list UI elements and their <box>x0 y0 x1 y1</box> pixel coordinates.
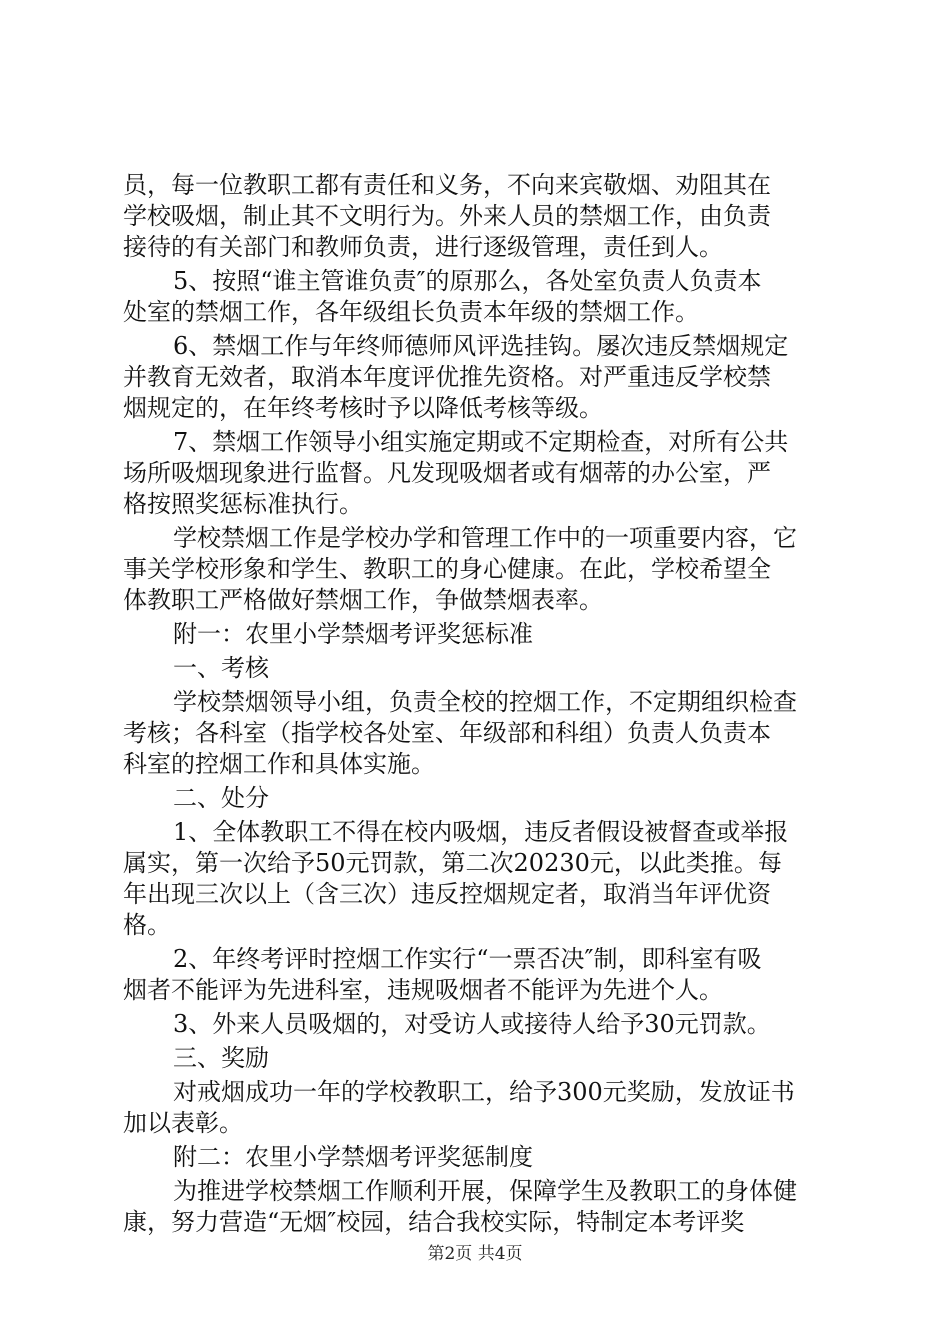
paragraph-line: 附二：农里小学禁烟考评奖惩制度 <box>173 1143 533 1171</box>
paragraph-line: 一、考核 <box>173 654 269 682</box>
paragraph-line: 5、按照“谁主管谁负责″的原那么，各处室负责人负责本 <box>173 267 762 295</box>
paragraph-line: 年出现三次以上（含三次）违反控烟规定者，取消当年评优资 <box>123 880 771 908</box>
paragraph-line: 学校禁烟领导小组，负责全校的控烟工作，不定期组织检查 <box>173 688 797 716</box>
paragraph-line: 处室的禁烟工作，各年级组长负责本年级的禁烟工作。 <box>123 298 699 326</box>
paragraph-line: 加以表彰。 <box>123 1109 243 1137</box>
paragraph-line: 事关学校形象和学生、教职工的身心健康。在此，学校希望全 <box>123 555 771 583</box>
paragraph-line: 附一：农里小学禁烟考评奖惩标准 <box>173 620 533 648</box>
paragraph-line: 烟规定的，在年终考核时予以降低考核等级。 <box>123 394 603 422</box>
paragraph-line: 员，每一位教职工都有责任和义务，不向来宾敬烟、劝阻其在 <box>123 171 771 199</box>
paragraph-line: 2、年终考评时控烟工作实行“一票否决″制，即科室有吸 <box>173 945 762 973</box>
paragraph-line: 接待的有关部门和教师负责，进行逐级管理，责任到人。 <box>123 233 723 261</box>
page-footer: 第2页 共4页 <box>427 1244 523 1264</box>
paragraph-line: 属实，第一次给予50元罚款，第二次20230元，以此类推。每 <box>123 849 782 877</box>
paragraph-line: 体教职工严格做好禁烟工作，争做禁烟表率。 <box>123 586 603 614</box>
paragraph-line: 考核；各科室（指学校各处室、年级部和科组）负责人负责本 <box>123 719 771 747</box>
paragraph-line: 三、奖励 <box>173 1044 269 1072</box>
paragraph-line: 康，努力营造“无烟″校园，结合我校实际，特制定本考评奖 <box>123 1208 745 1236</box>
paragraph-line: 3、外来人员吸烟的，对受访人或接待人给予30元罚款。 <box>173 1010 771 1038</box>
paragraph-line: 科室的控烟工作和具体实施。 <box>123 750 435 778</box>
paragraph-line: 学校吸烟，制止其不文明行为。外来人员的禁烟工作，由负责 <box>123 202 771 230</box>
document-body <box>123 170 833 1238</box>
paragraph-line: 1、全体教职工不得在校内吸烟，违反者假设被督查或举报 <box>173 818 789 846</box>
paragraph-line: 二、处分 <box>173 784 269 812</box>
paragraph-line: 格按照奖惩标准执行。 <box>123 490 363 518</box>
paragraph-line: 烟者不能评为先进科室，违规吸烟者不能评为先进个人。 <box>123 976 723 1004</box>
paragraph-line: 学校禁烟工作是学校办学和管理工作中的一项重要内容，它 <box>173 524 797 552</box>
paragraph-line: 场所吸烟现象进行监督。凡发现吸烟者或有烟蒂的办公室，严 <box>123 459 771 487</box>
paragraph-line: 并教育无效者，取消本年度评优推先资格。对严重违反学校禁 <box>123 363 771 391</box>
paragraph-line: 6、禁烟工作与年终师德师风评选挂钩。屡次违反禁烟规定 <box>173 332 789 360</box>
paragraph-line: 格。 <box>123 911 171 939</box>
paragraph-line: 7、禁烟工作领导小组实施定期或不定期检查，对所有公共 <box>173 428 789 456</box>
paragraph-line: 对戒烟成功一年的学校教职工，给予300元奖励，发放证书 <box>173 1078 795 1106</box>
paragraph-line: 为推进学校禁烟工作顺利开展，保障学生及教职工的身体健 <box>173 1177 797 1205</box>
